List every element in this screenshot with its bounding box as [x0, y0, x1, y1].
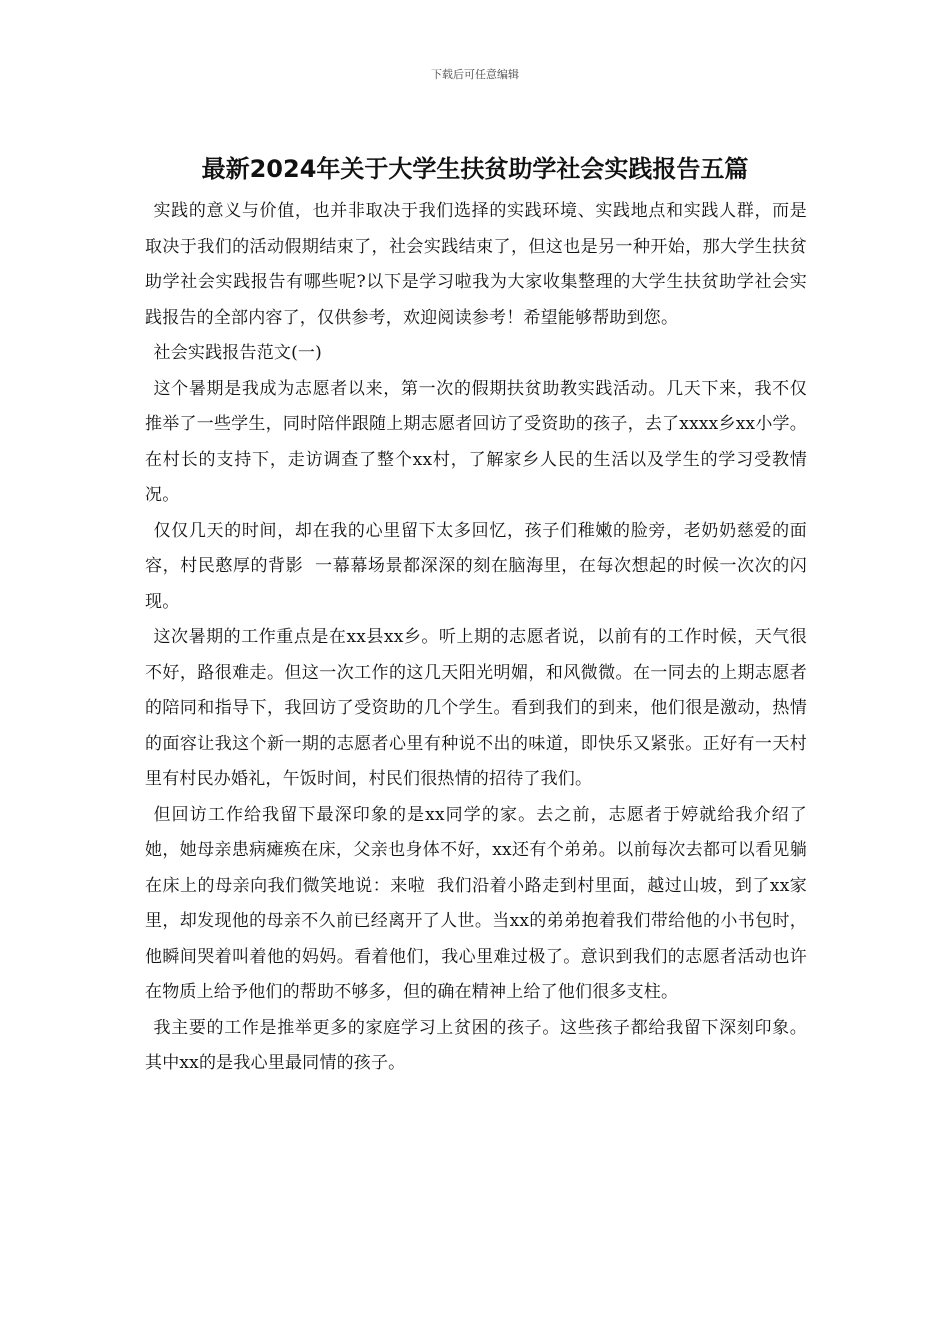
- paragraph-intro: 实践的意义与价值，也并非取决于我们选择的实践环境、实践地点和实践人群，而是取决于我们的活动假期结束了，社会实践结束了，但这也是另一种开始，那大学生扶贫助学社会实践报告有哪些呢?以下是学习啦我为大家收集整理的大学生扶贫助学社会实践报告的全部内容了，仅供参考，欢迎阅读参考！希望能够帮助到您。: [145, 201, 807, 328]
- paragraph: 但回访工作给我留下最深印象的是xx同学的家。去之前，志愿者于婷就给我介绍了她，她母亲患病瘫痪在床，父亲也身体不好，xx还有个弟弟。以前每次去都可以看见躺在床上的母亲向我们微笑地说：来啦 我们沿着小路走到村里面，越过山坡，到了xx家里，却发现他的母亲不久前已经离开了人世。当xx的弟弟抱着我们带给他的小书包时，他瞬间哭着叫着他的妈妈。看着他们，我心里难过极了。意识到我们的志愿者活动也许在物质上给予他们的帮助不够多，但的确在精神上给了他们很多支柱。: [145, 804, 807, 1002]
- document-body: [145, 194, 807, 1082]
- paragraph: 这个暑期是我成为志愿者以来，第一次的假期扶贫助教实践活动。几天下来，我不仅推举了一些学生，同时陪伴跟随上期志愿者回访了受资助的孩子，去了xxxx乡xx小学。在村长的支持下，走访调查了整个xx村，了解家乡人民的生活以及学生的学习受教情况。: [145, 378, 807, 505]
- paragraph: 这次暑期的工作重点是在xx县xx乡。听上期的志愿者说，以前有的工作时候，天气很不好，路很难走。但这一次工作的这几天阳光明媚，和风微微。在一同去的上期志愿者的陪同和指导下，我回访了受资助的几个学生。看到我们的到来，他们很是激动，热情的面容让我这个新一期的志愿者心里有种说不出的味道，即快乐又紧张。正好有一天村里有村民办婚礼，午饭时间，村民们很热情的招待了我们。: [145, 627, 807, 789]
- section-heading: 社会实践报告范文(一): [153, 343, 322, 363]
- header-note: 下载后可任意编辑: [431, 68, 519, 81]
- paragraph: 仅仅几天的时间，却在我的心里留下太多回忆，孩子们稚嫩的脸旁，老奶奶慈爱的面容，村民憨厚的背影 一幕幕场景都深深的刻在脑海里，在每次想起的时候一次次的闪现。: [145, 520, 807, 612]
- document-title: 最新2024年关于大学生扶贫助学社会实践报告五篇: [201, 155, 749, 183]
- paragraph: 我主要的工作是推举更多的家庭学习上贫困的孩子。这些孩子都给我留下深刻印象。其中xx的是我心里最同情的孩子。: [145, 1017, 807, 1073]
